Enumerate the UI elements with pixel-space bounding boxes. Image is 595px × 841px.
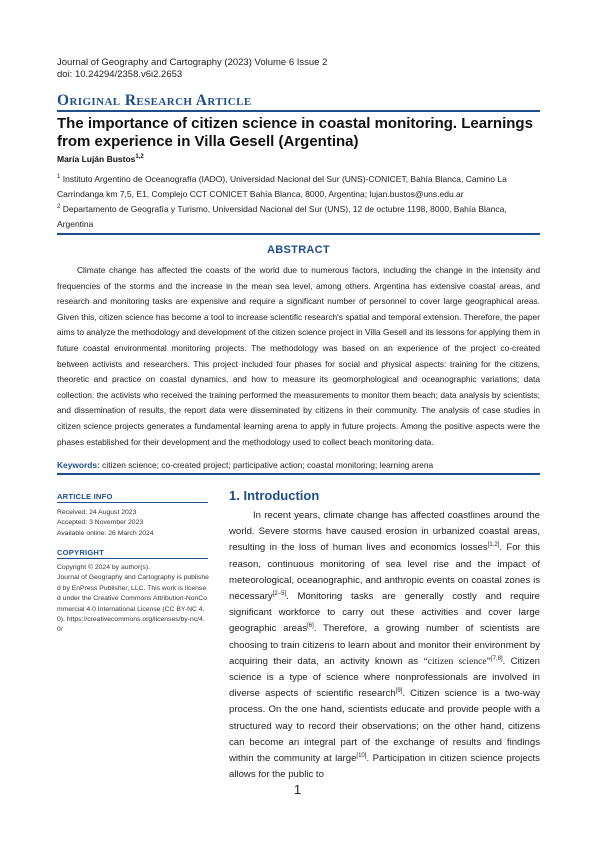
intro-text-1: In recent years, climate change has affected coastlines around the world. Severe storms have caused erosion in urbanized coastal areas, resulting in the loss of human lives and economics losses [229,510,540,554]
affiliation-2-text: Departamento de Geografía y Turismo, Universidad Nacional del Sur (UNS), 12 de octubre 1198, 8000, Bahía Blanca, Argentina [57,203,507,229]
copyright-block [57,563,209,636]
abstract-heading: ABSTRACT [267,244,330,256]
citation-ref[interactable]: [2–5] [272,590,287,597]
citation-ref[interactable]: [10] [356,752,367,759]
affiliation-1-text: Instituto Argentino de Oceanografía (IADO), Universidad Nacional del Sur (UNS)-CONICET, Bahía Blanca, Camino La Carrindanga km 7,5, E1, Complejo CCT CONICET Bahía Blanca, 8000, Argentina; lujan.bustos@uns.edu.ar [57,173,507,199]
keywords-line [57,459,540,471]
online-date: Available online: 26 March 2024 [57,529,154,537]
keywords-bottom-rule [57,473,540,475]
citation-ref[interactable]: [9] [395,688,403,695]
article-info-rule [57,502,208,503]
intro-text-4: . Therefore, a growing number of scientists are choosing to train citizens to learn about and monitor their environment by acquiring their data, an activity known as [229,623,540,667]
copyright-heading: COPYRIGHT [57,548,104,557]
author-name: María Luján Bustos [57,154,136,164]
doi-link[interactable]: doi: 10.24294/2358.v6i2.2653 [57,69,183,80]
citizen-science-term: “citizen science” [423,655,491,667]
copyright-rule [57,558,208,559]
affiliation-2-number: 2 [57,204,61,210]
citation-ref[interactable]: [6] [307,623,314,630]
citation-ref[interactable]: [1,2] [487,542,500,549]
article-title: The importance of citizen science in coastal monitoring. Learnings from experience in Villa Gesell (Argentina) [57,115,533,150]
introduction-heading: 1. Introduction [229,488,320,503]
intro-text-3: . Monitoring tasks are generally costly and require significant workforce to carry out these activities and cover large geographic areas [229,591,540,635]
header-rule [57,110,540,112]
accepted-date: Accepted: 3 November 2023 [57,519,144,527]
affiliation-1-number: 1 [57,174,61,180]
keywords-text: citizen science; co-created project; participative action; coastal monitoring; learning arena [102,460,434,470]
abstract-top-rule [57,233,540,235]
article-info-heading: ARTICLE INFO [57,492,113,501]
article-info-dates [57,508,209,539]
author-line [57,154,144,164]
article-type-label: Original Research Article [57,92,252,109]
abstract-body: Climate change has affected the coasts of the world due to numerous factors, including the change in the intensity and frequencies of the storms and the increase in the mean sea level, among others. Argentina has extensive coastal areas, and research and monitoring tasks are expensive and require a significant number of personnel to cover large geographical areas. Given this, citizen science has become a tool to increase scientific research's spatial and temporal extension. Therefore, the paper aims to analyze the methodology and development of the citizen science project in Villa Gesell and its lessons for applying them in future coastal environmental monitoring projects. The methodology was based on an experience of the project co-created between activists and researchers. This project included four phases for social and physical aspects: training for the citizens, theoretic and practice on coastal dynamics, and how to measure its geomorphological and oceanographic variations; data collection: the activists who received the training performed the measurements to monitor them beach; data analysis by scientists; and dissemination of results, the report data were disseminated by citizens in their community. The analysis of case studies in citizen science projects generates a fundamental learning arena to apply in future projects. Among the positive aspects were the phases established for their development and the methodology used to collect beach monitoring data. [57,265,540,447]
intro-text-2: . For this reason, continuous monitoring of sea level rise and the impact of meteorological, oceanographic, and anthropic events on coastal zones is necessary [229,542,540,603]
intro-text-7: . Participation in citizen science projects allows for the public to [229,753,540,781]
page-number: 1 [293,782,302,797]
journal-citation: Journal of Geography and Cartography (2023) Volume 6 Issue 2 [57,57,328,68]
license-text: Journal of Geography and Cartography is published by EnPress Publisher, LLC. This work is licensed under the Creative Commons Attribution-NonCommercial 4.0 International License (CC BY-NC 4.0). https://creativecommons.org/licenses/by-nc/4.0/ [57,574,209,634]
author-affiliation-marks: 1,2 [135,154,144,161]
affiliation-2 [57,200,541,232]
citation-ref[interactable]: [7,8] [490,655,503,662]
affiliation-1 [57,170,541,202]
keywords-label: Keywords: [57,460,100,470]
copyright-notice: Copyright © 2024 by author(s). [57,564,151,571]
introduction-paragraph [229,508,540,783]
received-date: Received: 24 August 2023 [57,509,137,516]
intro-text-5: . Citizen science is a type of science where nonprofessionals are involved in diverse aspects of scientific research [229,655,541,700]
intro-text-6: . Citizen science is a two-way process. On the one hand, scientists educate and provide people with a structured way to record their observations; on the other hand, citizens can become an integral part of the exchange of results and findings within the community at large [229,688,541,765]
